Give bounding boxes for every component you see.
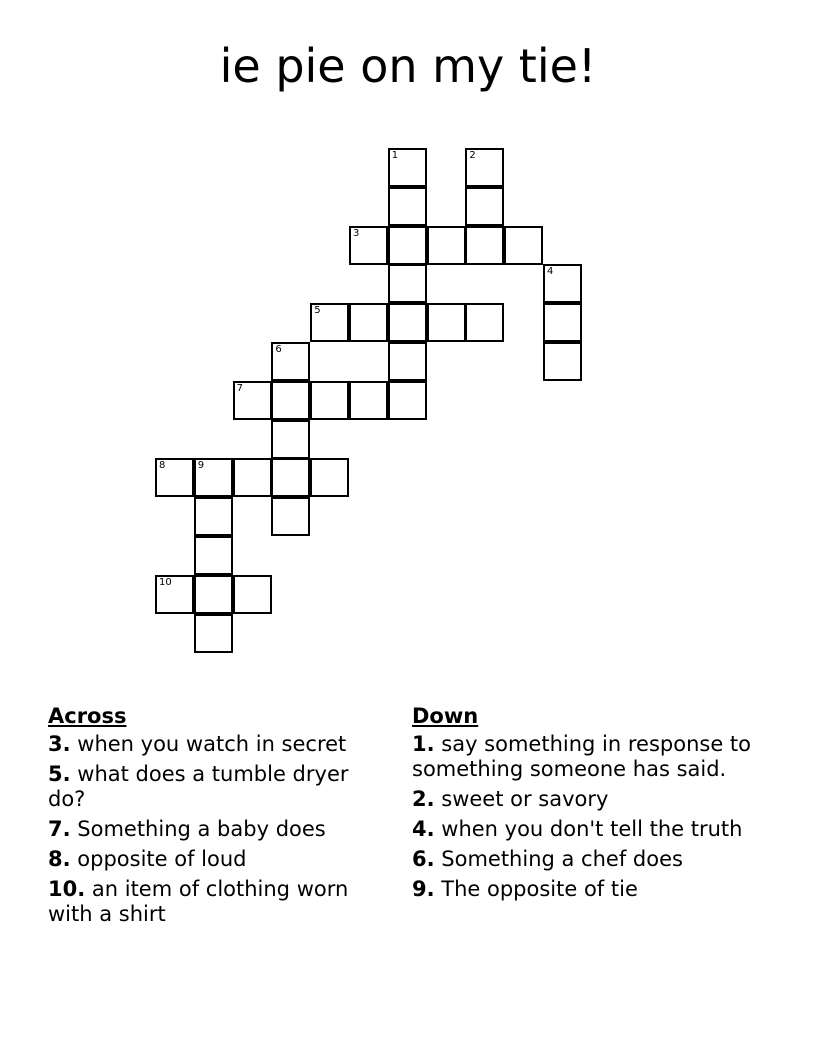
crossword-cell[interactable] bbox=[271, 497, 310, 536]
clue-item bbox=[48, 762, 388, 812]
clue-number: 3. bbox=[48, 732, 71, 756]
clue-number: 9. bbox=[412, 877, 435, 901]
clue-item bbox=[48, 817, 388, 842]
clue-item bbox=[412, 847, 752, 872]
crossword-cell[interactable] bbox=[233, 381, 272, 420]
crossword-cell[interactable] bbox=[465, 148, 504, 187]
down-clues bbox=[412, 702, 752, 907]
crossword-cell[interactable] bbox=[271, 381, 310, 420]
cell-number: 8 bbox=[159, 460, 166, 472]
across-heading: Across bbox=[48, 704, 127, 728]
crossword-cell[interactable] bbox=[194, 614, 233, 653]
crossword-cell[interactable] bbox=[543, 342, 582, 381]
crossword-cell[interactable] bbox=[543, 264, 582, 303]
crossword-cell[interactable] bbox=[427, 226, 466, 265]
cell-number: 2 bbox=[469, 150, 476, 161]
crossword-cell[interactable] bbox=[504, 226, 543, 265]
crossword-cell[interactable] bbox=[233, 458, 272, 497]
clue-text: an item of clothing worn with a shirt bbox=[48, 877, 349, 926]
crossword-cell[interactable] bbox=[388, 342, 427, 381]
crossword-cell[interactable] bbox=[194, 497, 233, 536]
clue-text: what does a tumble dryer do? bbox=[48, 762, 349, 811]
clue-item bbox=[412, 877, 752, 902]
crossword-cell[interactable] bbox=[543, 303, 582, 342]
crossword-cell[interactable] bbox=[155, 458, 194, 497]
cell-number: 5 bbox=[314, 305, 321, 317]
crossword-cell[interactable] bbox=[349, 381, 388, 420]
clue-text: say something in response to something someone has said. bbox=[412, 732, 751, 781]
crossword-cell[interactable] bbox=[271, 420, 310, 459]
clue-text: The opposite of tie bbox=[434, 877, 638, 901]
clue-number: 1. bbox=[412, 732, 435, 756]
crossword-cell[interactable] bbox=[465, 303, 504, 342]
clue-number: 4. bbox=[412, 817, 435, 841]
clue-item bbox=[412, 787, 752, 812]
crossword-cell[interactable] bbox=[310, 458, 349, 497]
clue-item bbox=[412, 817, 752, 842]
cell-number: 9 bbox=[197, 460, 205, 472]
crossword-cell[interactable] bbox=[271, 458, 310, 497]
crossword-cell[interactable] bbox=[310, 303, 349, 342]
crossword-cell[interactable] bbox=[388, 264, 427, 303]
cell-number: 1 bbox=[391, 150, 399, 161]
cell-number: 6 bbox=[275, 344, 282, 355]
clue-text: opposite of loud bbox=[70, 847, 247, 871]
clue-item bbox=[48, 877, 388, 927]
clue-number: 8. bbox=[48, 847, 71, 871]
clue-number: 6. bbox=[412, 847, 435, 871]
crossword-cell[interactable] bbox=[155, 575, 194, 614]
crossword-cell[interactable] bbox=[465, 226, 504, 265]
clue-number: 7. bbox=[48, 817, 71, 841]
crossword-cell[interactable] bbox=[427, 303, 466, 342]
clue-text: Something a baby does bbox=[70, 817, 326, 841]
crossword-cell[interactable] bbox=[465, 187, 504, 226]
cell-number: 7 bbox=[236, 382, 243, 394]
cell-number: 3 bbox=[353, 227, 360, 239]
crossword-cell[interactable] bbox=[194, 575, 233, 614]
clue-number: 10. bbox=[48, 877, 86, 901]
clue-number: 2. bbox=[412, 787, 435, 811]
clue-text: Something a chef does bbox=[434, 847, 683, 871]
cell-number: 10 bbox=[159, 576, 172, 588]
clue-text: sweet or savory bbox=[434, 787, 609, 811]
clue-item bbox=[48, 847, 388, 872]
crossword-cell[interactable] bbox=[349, 226, 388, 265]
down-heading: Down bbox=[412, 704, 479, 728]
crossword-cell[interactable] bbox=[194, 536, 233, 575]
crossword-cell[interactable] bbox=[271, 342, 310, 381]
crossword-cell[interactable] bbox=[388, 226, 427, 265]
across-clues bbox=[48, 702, 388, 932]
crossword-cell[interactable] bbox=[388, 148, 427, 187]
crossword-cell[interactable] bbox=[349, 303, 388, 342]
page-title: ie pie on my tie! bbox=[219, 39, 597, 93]
clue-item bbox=[48, 732, 388, 757]
clue-text: when you don't tell the truth bbox=[434, 817, 743, 841]
crossword-cell[interactable] bbox=[388, 303, 427, 342]
crossword-cell[interactable] bbox=[194, 458, 233, 497]
clue-number: 5. bbox=[48, 762, 71, 786]
crossword-cell[interactable] bbox=[388, 381, 427, 420]
clue-item bbox=[412, 732, 752, 782]
cell-number: 4 bbox=[547, 266, 554, 278]
clue-text: when you watch in secret bbox=[70, 732, 347, 756]
crossword-cell[interactable] bbox=[310, 381, 349, 420]
crossword-cell[interactable] bbox=[233, 575, 272, 614]
crossword-cell[interactable] bbox=[388, 187, 427, 226]
